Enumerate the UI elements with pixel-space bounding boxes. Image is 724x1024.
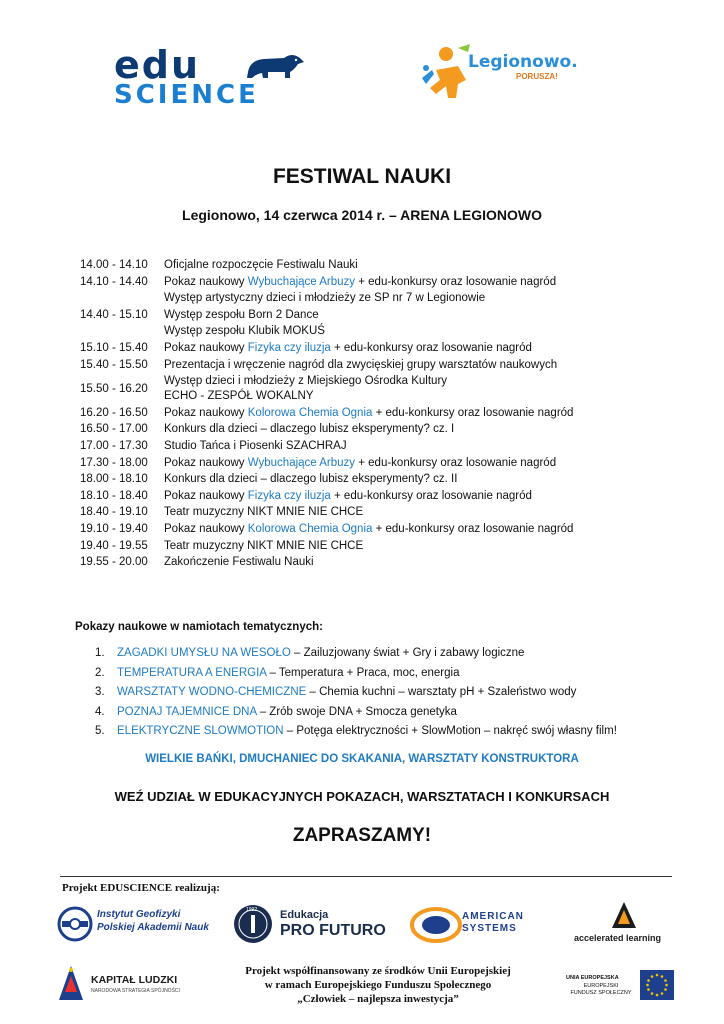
schedule-time: 15.40 - 15.50 [80, 358, 148, 371]
schedule-event [164, 406, 640, 421]
schedule-row [80, 522, 640, 537]
event-subtitle: Legionowo, 14 czerwca 2014 r. – ARENA LEGIONOWO [182, 207, 542, 223]
cofunding-line1: Projekt współfinansowany ze środków Unii Europejskiej [245, 965, 511, 977]
schedule-event [164, 275, 640, 290]
tent-topics: – Temperatura + Praca, moc, energia [266, 666, 460, 679]
eu-fund-logo [566, 970, 676, 1002]
invitation: ZAPRASZAMY! [292, 825, 432, 846]
tent-number: 2. [95, 666, 105, 679]
schedule-time: 17.30 - 18.00 [80, 456, 148, 469]
attractions-line: WIELKIE BAŃKI, DMUCHANIEC DO SKAKANIA, WARSZTATY KONSTRUKTORA [145, 753, 579, 765]
event-text-suffix: + edu-konkursy oraz losowanie nagród [355, 275, 557, 288]
schedule-time: 18.40 - 19.10 [80, 506, 148, 519]
accelerated-learning-text: accelerated learning [574, 933, 662, 943]
schedule-event [164, 522, 640, 537]
schedule-event [164, 258, 640, 273]
schedule-event [164, 324, 640, 339]
schedule-time: 14.00 - 14.10 [80, 259, 148, 271]
schedule-time: 19.55 - 20.00 [80, 556, 148, 569]
schedule-row [80, 422, 640, 437]
schedule-row [80, 406, 640, 421]
schedule-event [164, 505, 640, 520]
accelerated-learning-triangle-icon [610, 900, 638, 930]
cofunding-line3: „Człowiek – najlepsza inwestycja” [297, 993, 459, 1005]
eu-line2: EUROPEJSKI [583, 983, 619, 989]
schedule-list [80, 258, 640, 572]
page-title: FESTIWAL NAUKI [272, 165, 452, 188]
tent-name: WARSZTATY WODNO-CHEMICZNE [117, 686, 307, 698]
tent-number: 5. [95, 725, 105, 737]
schedule-event [164, 291, 640, 306]
tent-item [95, 683, 655, 703]
tent-item [95, 722, 655, 742]
tent-name: ELEKTRYCZNE SLOWMOTION [117, 725, 284, 737]
igf-globe-icon [57, 906, 93, 942]
tent-item [95, 644, 655, 664]
pro-futuro-line1: Edukacja [280, 909, 329, 921]
partner-accelerated-learning [574, 900, 674, 946]
event-text-suffix: + edu-konkursy oraz losowanie nagród [330, 489, 532, 502]
tents-list [95, 644, 655, 742]
event-text: Studio Tańca i Piosenki SZACHRAJ [164, 439, 347, 452]
legionowo-logo [418, 40, 608, 110]
schedule-time: 15.10 - 15.40 [80, 341, 148, 354]
legionowo-figure-icon [418, 40, 488, 110]
pro-futuro-year: 1992 [246, 907, 258, 913]
schedule-time: 15.50 - 16.20 [80, 382, 148, 395]
show-name: Fizyka czy iluzja [247, 341, 331, 354]
schedule-row [80, 472, 640, 487]
schedule-event [164, 539, 640, 554]
schedule-event [164, 308, 640, 323]
schedule-event [164, 358, 640, 373]
schedule-row [80, 539, 640, 554]
schedule-time: 14.40 - 15.10 [80, 308, 148, 321]
legionowo-logo-subtext: PORUSZA! [516, 72, 558, 81]
partner-pro-futuro [232, 903, 392, 947]
event-text: Prezentacja i wręczenie nagród dla zwycięskiej grupy warsztatów naukowych [164, 358, 558, 371]
schedule-row [80, 439, 640, 454]
schedule-time: 19.10 - 19.40 [80, 522, 148, 535]
event-text-line2: ECHO - ZESPÓŁ WOKALNY [164, 390, 314, 403]
schedule-time: 18.00 - 18.10 [80, 473, 148, 486]
legionowo-logo-text: Legionowo. [468, 52, 578, 72]
tent-name: TEMPERATURA A ENERGIA [117, 666, 267, 679]
schedule-event [164, 422, 640, 437]
event-text: Występ artystyczny dzieci i młodzieży ze SP nr 7 w Legionowie [164, 292, 486, 305]
pro-futuro-line2: PRO FUTURO [280, 922, 386, 939]
schedule-time [80, 324, 164, 339]
event-text-suffix: + edu-konkursy oraz losowanie nagród [330, 341, 532, 354]
tent-number: 1. [95, 647, 105, 659]
schedule-row [80, 358, 640, 373]
event-text: Teatr muzyczny NIKT MNIE NIE CHCE [164, 539, 364, 552]
schedule-time: 16.50 - 17.00 [80, 423, 148, 436]
tent-item [95, 664, 655, 684]
event-text: Pokaz naukowy [164, 456, 248, 469]
footer-divider [60, 876, 672, 877]
edu-logo-text: edu [114, 43, 201, 87]
schedule-row [80, 291, 640, 306]
schedule-row [80, 555, 640, 570]
schedule-event [164, 374, 640, 404]
kapital-ludzki-line2: NARODOWA STRATEGIA SPÓJNOŚCI [91, 988, 180, 994]
schedule-row [80, 275, 640, 290]
tent-description [117, 683, 576, 703]
igf-name-line2: Polskiej Akademii Nauk [97, 922, 209, 933]
tent-number: 3. [95, 686, 105, 698]
event-text-suffix: + edu-konkursy oraz losowanie nagród [355, 456, 557, 469]
show-name: Kolorowa Chemia Ognia [247, 406, 373, 419]
igf-name-line1: Instytut Geofizyki [97, 909, 181, 920]
schedule-time: 19.40 - 19.55 [80, 539, 148, 552]
event-text: Występ zespołu Klubik MOKUŚ [164, 325, 325, 338]
schedule-event [164, 341, 640, 356]
schedule-row [80, 341, 640, 356]
eu-flag-icon [640, 970, 674, 1000]
schedule-row [80, 324, 640, 339]
tent-topics: – Zailuzjowany świat + Gry i zabawy logiczne [290, 647, 525, 659]
kapital-ludzki-flag-icon [57, 962, 87, 1002]
schedule-event [164, 456, 640, 471]
tent-item [95, 703, 655, 723]
tent-number: 4. [95, 705, 105, 718]
eu-line1: UNIA EUROPEJSKA [566, 975, 619, 981]
schedule-time: 16.20 - 16.50 [80, 406, 148, 419]
event-text: Występ zespołu Born 2 Dance [164, 308, 319, 321]
event-text-suffix: + edu-konkursy oraz losowanie nagród [372, 522, 574, 535]
schedule-time [80, 291, 164, 306]
event-text: Zakończenie Festiwalu Nauki [164, 556, 314, 569]
event-text: Pokaz naukowy [164, 406, 248, 419]
kapital-ludzki-logo [57, 962, 197, 1004]
tent-topics: – Chemia kuchni – warsztaty pH + Szaleństwo wody [306, 686, 577, 698]
event-text: Konkurs dla dzieci – dlaczego lubisz eksperymenty? cz. II [164, 473, 458, 486]
event-text: Pokaz naukowy [164, 275, 248, 288]
cofunding-note [218, 964, 538, 1006]
tent-description [117, 664, 459, 684]
eu-line3: FUNDUSZ SPOŁECZNY [570, 990, 632, 996]
event-text: Pokaz naukowy [164, 489, 248, 502]
eduscience-logo [114, 43, 310, 110]
schedule-event [164, 439, 640, 454]
event-text: Oficjalne rozpoczęcie Festiwalu Nauki [164, 259, 358, 271]
tent-description [117, 644, 524, 664]
event-text: Pokaz naukowy [164, 341, 248, 354]
show-name: Wybuchające Arbuzy [247, 456, 356, 469]
schedule-event [164, 555, 640, 570]
schedule-row [80, 308, 640, 323]
event-text: Konkurs dla dzieci – dlaczego lubisz eksperymenty? cz. I [164, 423, 455, 436]
schedule-row [80, 374, 640, 404]
american-systems-swoosh-icon [410, 905, 462, 945]
partner-american-systems [410, 905, 540, 945]
science-logo-text: SCIENCE [114, 80, 259, 110]
event-text: Pokaz naukowy [164, 522, 248, 535]
tents-heading: Pokazy naukowe w namiotach tematycznych: [75, 621, 323, 633]
partner-igf-pan [57, 904, 217, 944]
schedule-event [164, 472, 640, 487]
take-part-line: WEŹ UDZIAŁ W EDUKACYJNYCH POKAZACH, WARSZTATACH I KONKURSACH [114, 789, 610, 804]
event-text: Występ dzieci i młodzieży z Miejskiego Ośrodka Kultury [164, 375, 448, 388]
event-text: Teatr muzyczny NIKT MNIE NIE CHCE [164, 506, 364, 519]
schedule-row [80, 258, 640, 273]
tent-name: ZAGADKI UMYSŁU NA WESOŁO [117, 647, 291, 659]
american-systems-line2: SYSTEMS [462, 923, 517, 934]
tent-description [117, 722, 617, 742]
schedule-time: 18.10 - 18.40 [80, 489, 148, 502]
schedule-row [80, 489, 640, 504]
show-name: Kolorowa Chemia Ognia [247, 522, 373, 535]
tent-topics: – Potęga elektryczności + SlowMotion – nakręć swój własny film! [283, 725, 617, 737]
event-text-suffix: + edu-konkursy oraz losowanie nagród [372, 406, 574, 419]
footer-label: Projekt EDUSCIENCE realizują: [62, 882, 220, 894]
tent-topics: – Zrób swoje DNA + Smocza genetyka [256, 705, 457, 718]
cofunding-line2: w ramach Europejskiego Funduszu Społecznego [264, 979, 492, 991]
tent-name: POZNAJ TAJEMNICE DNA [117, 705, 257, 718]
schedule-row [80, 505, 640, 520]
polar-bear-icon [244, 50, 306, 80]
kapital-ludzki-line1: KAPITAŁ LUDZKI [91, 974, 178, 986]
american-systems-line1: AMERICAN [462, 911, 524, 922]
schedule-row [80, 456, 640, 471]
tent-description [117, 703, 457, 723]
schedule-time: 17.00 - 17.30 [80, 439, 148, 452]
schedule-time: 14.10 - 14.40 [80, 275, 148, 288]
schedule-event [164, 489, 640, 504]
show-name: Wybuchające Arbuzy [247, 275, 356, 288]
show-name: Fizyka czy iluzja [247, 489, 331, 502]
